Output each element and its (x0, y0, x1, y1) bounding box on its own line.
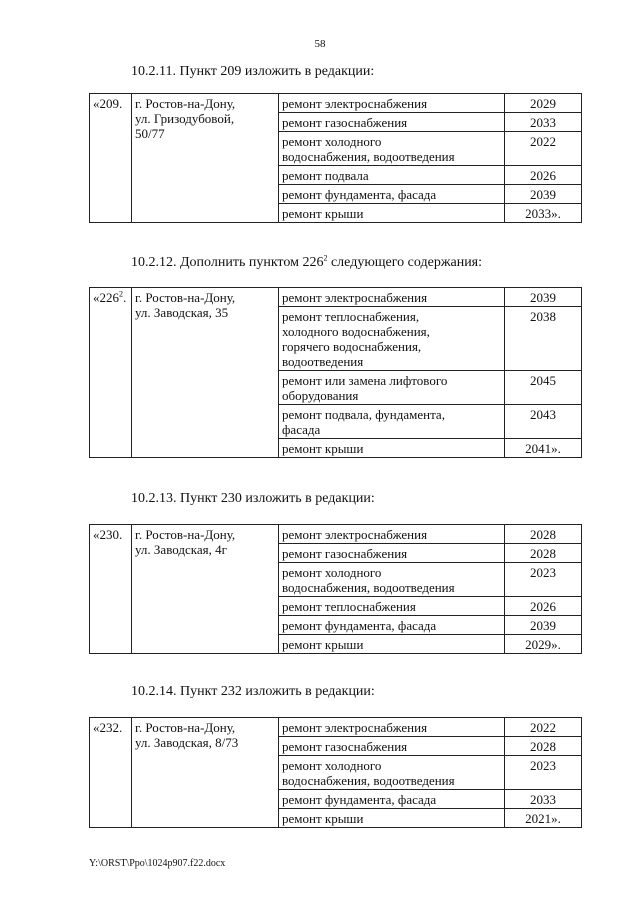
item-number (90, 718, 132, 828)
year-cell: 2039 (505, 288, 582, 307)
item-number-superscript: 2 (119, 289, 123, 299)
work-type-cell (279, 439, 505, 458)
address-line: ул. Гризодубовой, (135, 111, 235, 126)
year-cell: 2045 (505, 371, 582, 405)
work-type-cell (279, 597, 505, 616)
work-type-cell (279, 94, 505, 113)
year-cell: 2041». (505, 439, 582, 458)
section-heading (131, 684, 375, 700)
work-type-line: ремонт или замена лифтового (282, 373, 448, 388)
work-type-cell (279, 185, 505, 204)
item-number (90, 94, 132, 223)
year-cell: 2028 (505, 525, 582, 544)
work-type-cell (279, 616, 505, 635)
work-type-line: водоснабжения, водоотведения (282, 149, 455, 164)
item-number-text: «226 (93, 290, 119, 305)
year-cell: 2022 (505, 718, 582, 737)
heading-text: 10.2.11. Пункт 209 изложить в редакции: (131, 64, 375, 79)
work-type-line: ремонт крыши (282, 206, 364, 221)
work-type-line: ремонт холодного (282, 758, 382, 773)
year-cell: 2038 (505, 307, 582, 371)
work-type-cell (279, 737, 505, 756)
file-path-footer: Y:\ORST\Ppo\1024p907.f22.docx (89, 858, 226, 869)
table-row (90, 525, 582, 544)
item-number (90, 288, 132, 458)
work-type-line: ремонт холодного (282, 134, 382, 149)
section-heading (131, 491, 375, 507)
work-type-line: ремонт крыши (282, 441, 364, 456)
work-type-cell (279, 718, 505, 737)
year-cell: 2043 (505, 405, 582, 439)
year-cell: 2022 (505, 132, 582, 166)
work-type-line: водоснабжения, водоотведения (282, 773, 455, 788)
address-line: г. Ростов-на-Дону, (135, 527, 236, 542)
address-line: г. Ростов-на-Дону, (135, 96, 236, 111)
work-type-line: ремонт теплоснабжения (282, 599, 416, 614)
work-type-cell (279, 307, 505, 371)
item-number-text: «232. (93, 720, 123, 735)
work-type-cell (279, 544, 505, 563)
address-line: г. Ростов-на-Дону, (135, 290, 236, 305)
work-type-line: ремонт фундамента, фасада (282, 618, 437, 633)
heading-superscript: 2 (323, 253, 328, 263)
year-cell: 2033». (505, 204, 582, 223)
item-number (90, 525, 132, 654)
year-cell: 2029 (505, 94, 582, 113)
work-type-cell (279, 809, 505, 828)
work-type-line: ремонт теплоснабжения, (282, 309, 420, 324)
work-type-line: ремонт подвала (282, 168, 369, 183)
year-cell: 2039 (505, 185, 582, 204)
section-heading (131, 255, 482, 271)
year-cell: 2039 (505, 616, 582, 635)
address-cell (132, 94, 279, 223)
work-type-cell (279, 790, 505, 809)
work-type-cell (279, 756, 505, 790)
table-row (90, 718, 582, 737)
address-line: ул. Заводская, 4г (135, 542, 227, 557)
work-type-cell (279, 563, 505, 597)
year-cell: 2033 (505, 790, 582, 809)
work-type-cell (279, 405, 505, 439)
heading-text-tail: следующего содержания: (327, 255, 483, 270)
heading-text: 10.2.12. Дополнить пунктом 226 (131, 255, 324, 270)
work-type-line: холодного водоснабжения, (282, 324, 430, 339)
work-type-line: ремонт электроснабжения (282, 96, 428, 111)
work-type-cell (279, 525, 505, 544)
item-number-text: «230. (93, 527, 123, 542)
work-type-cell (279, 635, 505, 654)
work-type-line: ремонт газоснабжения (282, 546, 408, 561)
year-cell: 2023 (505, 756, 582, 790)
work-type-line: фасада (282, 422, 321, 437)
year-cell: 2028 (505, 544, 582, 563)
year-cell: 2033 (505, 113, 582, 132)
work-type-cell (279, 132, 505, 166)
address-line: ул. Заводская, 35 (135, 305, 229, 320)
year-cell: 2029». (505, 635, 582, 654)
address-cell (132, 718, 279, 828)
item-table (89, 524, 582, 654)
work-type-cell (279, 166, 505, 185)
item-table (89, 287, 582, 458)
item-number-text: «209. (93, 96, 123, 111)
work-type-line: ремонт крыши (282, 637, 364, 652)
address-cell (132, 288, 279, 458)
work-type-cell (279, 113, 505, 132)
address-line: ул. Заводская, 8/73 (135, 735, 239, 750)
work-type-line: водоотведения (282, 354, 364, 369)
work-type-line: ремонт газоснабжения (282, 739, 408, 754)
work-type-line: ремонт электроснабжения (282, 290, 428, 305)
address-line: г. Ростов-на-Дону, (135, 720, 236, 735)
item-table (89, 93, 582, 223)
work-type-line: ремонт холодного (282, 565, 382, 580)
work-type-line: горячего водоснабжения, (282, 339, 422, 354)
year-cell: 2023 (505, 563, 582, 597)
year-cell: 2028 (505, 737, 582, 756)
item-number-tail: . (123, 290, 127, 305)
work-type-line: ремонт газоснабжения (282, 115, 408, 130)
page-number: 58 (314, 38, 326, 50)
work-type-line: водоснабжения, водоотведения (282, 580, 455, 595)
section-heading (131, 64, 374, 80)
address-line: 50/77 (135, 126, 165, 141)
table-row (90, 288, 582, 307)
address-cell (132, 525, 279, 654)
work-type-cell (279, 204, 505, 223)
work-type-line: ремонт подвала, фундамента, (282, 407, 445, 422)
work-type-line: оборудования (282, 388, 359, 403)
work-type-line: ремонт фундамента, фасада (282, 187, 437, 202)
year-cell: 2021». (505, 809, 582, 828)
year-cell: 2026 (505, 597, 582, 616)
table-row (90, 94, 582, 113)
heading-text: 10.2.14. Пункт 232 изложить в редакции: (131, 684, 375, 699)
item-table (89, 717, 582, 828)
year-cell: 2026 (505, 166, 582, 185)
work-type-line: ремонт электроснабжения (282, 720, 428, 735)
heading-text: 10.2.13. Пункт 230 изложить в редакции: (131, 491, 375, 506)
work-type-line: ремонт электроснабжения (282, 527, 428, 542)
work-type-line: ремонт крыши (282, 811, 364, 826)
work-type-cell (279, 371, 505, 405)
work-type-cell (279, 288, 505, 307)
work-type-line: ремонт фундамента, фасада (282, 792, 437, 807)
